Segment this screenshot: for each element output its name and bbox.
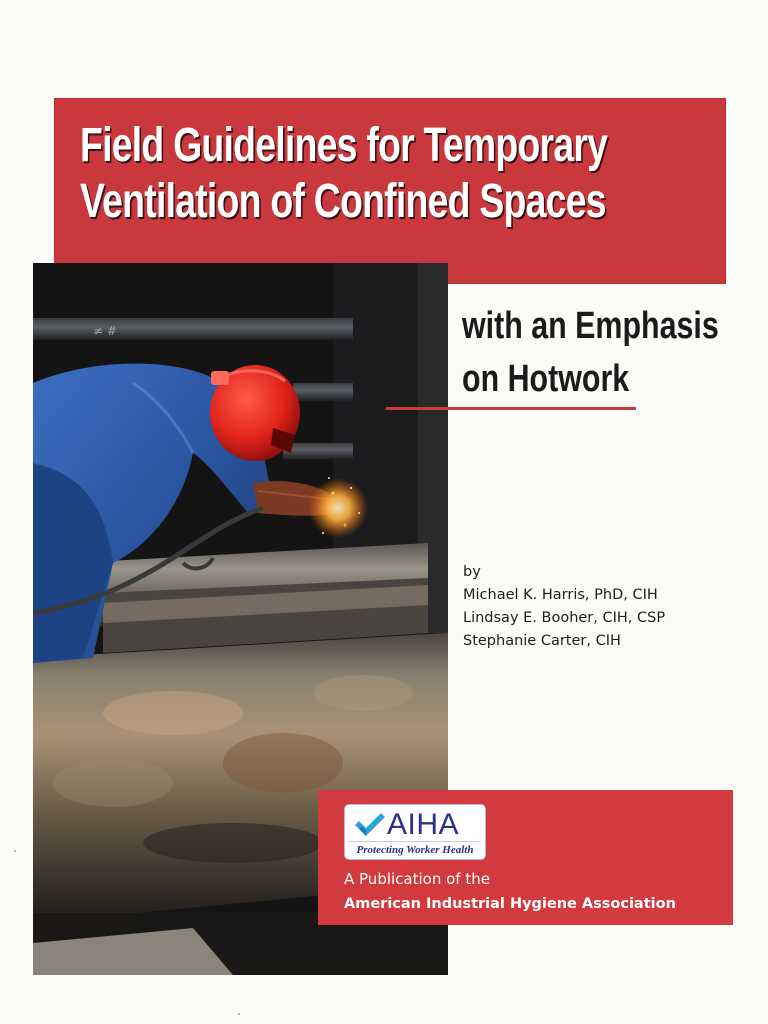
publication-line: A Publication of the <box>344 870 490 888</box>
logo-tagline: Protecting Worker Health <box>349 841 481 858</box>
svg-text:≠ #: ≠ # <box>93 324 117 338</box>
subtitle-divider <box>386 407 636 410</box>
title-band <box>54 98 726 284</box>
author-list <box>463 561 665 653</box>
checkmark-logo-icon <box>353 811 387 839</box>
author-3: Stephanie Carter, CIH <box>463 633 621 649</box>
cover-title-line-2: Ventilation of Confined Spaces <box>80 175 606 228</box>
logo-name: AIHA <box>387 808 460 841</box>
cover-title <box>80 118 608 230</box>
author-1: Michael K. Harris, PhD, CIH <box>463 587 658 603</box>
scan-speck <box>238 1013 240 1015</box>
organization-name: American Industrial Hygiene Association <box>344 896 676 912</box>
cover-subtitle <box>462 300 719 406</box>
aiha-logo <box>344 804 486 860</box>
by-label: by <box>463 564 481 580</box>
scan-speck <box>14 850 16 852</box>
cover-subtitle-line-2: on Hotwork <box>462 358 630 400</box>
publisher-box <box>318 790 733 925</box>
author-2: Lindsay E. Booher, CIH, CSP <box>463 610 666 626</box>
cover-title-line-1: Field Guidelines for Temporary <box>80 119 608 172</box>
cover-subtitle-line-1: with an Emphasis <box>462 305 719 347</box>
